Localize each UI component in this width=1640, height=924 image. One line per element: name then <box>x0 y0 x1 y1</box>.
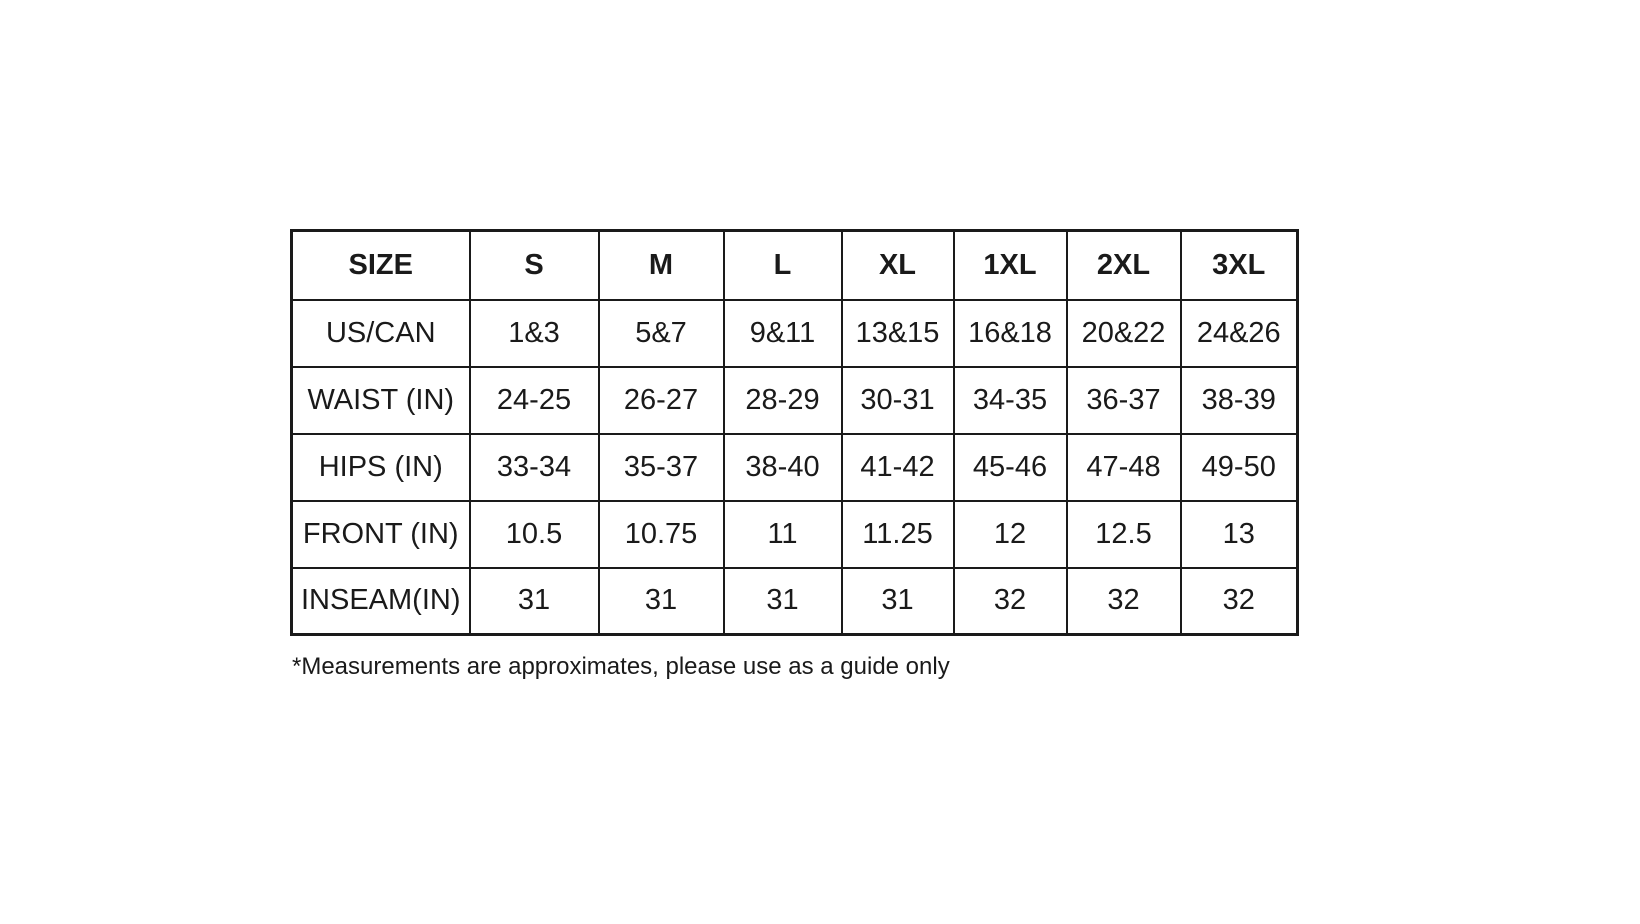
table-cell: 41-42 <box>842 434 954 501</box>
table-cell: 45-46 <box>954 434 1067 501</box>
table-cell: 24&26 <box>1181 300 1298 367</box>
table-row-waist <box>292 367 1298 434</box>
column-header-3xl: 3XL <box>1181 231 1298 300</box>
table-cell: 10.5 <box>470 501 599 568</box>
table-row-us-can <box>292 300 1298 367</box>
table-cell: 49-50 <box>1181 434 1298 501</box>
table-cell: 31 <box>599 568 724 635</box>
row-label-front: FRONT (IN) <box>292 501 470 568</box>
table-cell: 47-48 <box>1067 434 1181 501</box>
table-cell: 32 <box>1067 568 1181 635</box>
table-cell: 11.25 <box>842 501 954 568</box>
table-cell: 31 <box>842 568 954 635</box>
row-label-us-can: US/CAN <box>292 300 470 367</box>
table-cell: 32 <box>954 568 1067 635</box>
table-cell: 11 <box>724 501 842 568</box>
table-cell: 34-35 <box>954 367 1067 434</box>
table-cell: 26-27 <box>599 367 724 434</box>
table-cell: 9&11 <box>724 300 842 367</box>
table-row-front <box>292 501 1298 568</box>
table-row-inseam <box>292 568 1298 635</box>
table-cell: 13&15 <box>842 300 954 367</box>
table-cell: 5&7 <box>599 300 724 367</box>
table-cell: 38-39 <box>1181 367 1298 434</box>
table-row-hips <box>292 434 1298 501</box>
table-cell: 32 <box>1181 568 1298 635</box>
row-label-hips: HIPS (IN) <box>292 434 470 501</box>
table-cell: 20&22 <box>1067 300 1181 367</box>
table-cell: 31 <box>470 568 599 635</box>
column-header-size: SIZE <box>292 231 470 300</box>
table-cell: 12 <box>954 501 1067 568</box>
size-chart-table <box>290 229 1299 636</box>
table-cell: 33-34 <box>470 434 599 501</box>
table-cell: 30-31 <box>842 367 954 434</box>
row-label-waist: WAIST (IN) <box>292 367 470 434</box>
measurements-footnote: *Measurements are approximates, please use as a guide only <box>292 653 950 680</box>
table-cell: 38-40 <box>724 434 842 501</box>
column-header-xl: XL <box>842 231 954 300</box>
table-cell: 28-29 <box>724 367 842 434</box>
table-cell: 13 <box>1181 501 1298 568</box>
column-header-s: S <box>470 231 599 300</box>
row-label-inseam: INSEAM(IN) <box>292 568 470 635</box>
table-cell: 12.5 <box>1067 501 1181 568</box>
table-header-row <box>292 231 1298 300</box>
table-cell: 24-25 <box>470 367 599 434</box>
column-header-1xl: 1XL <box>954 231 1067 300</box>
table-cell: 36-37 <box>1067 367 1181 434</box>
table-cell: 16&18 <box>954 300 1067 367</box>
table-cell: 31 <box>724 568 842 635</box>
table-cell: 1&3 <box>470 300 599 367</box>
column-header-l: L <box>724 231 842 300</box>
column-header-m: M <box>599 231 724 300</box>
column-header-2xl: 2XL <box>1067 231 1181 300</box>
table-cell: 10.75 <box>599 501 724 568</box>
table-cell: 35-37 <box>599 434 724 501</box>
